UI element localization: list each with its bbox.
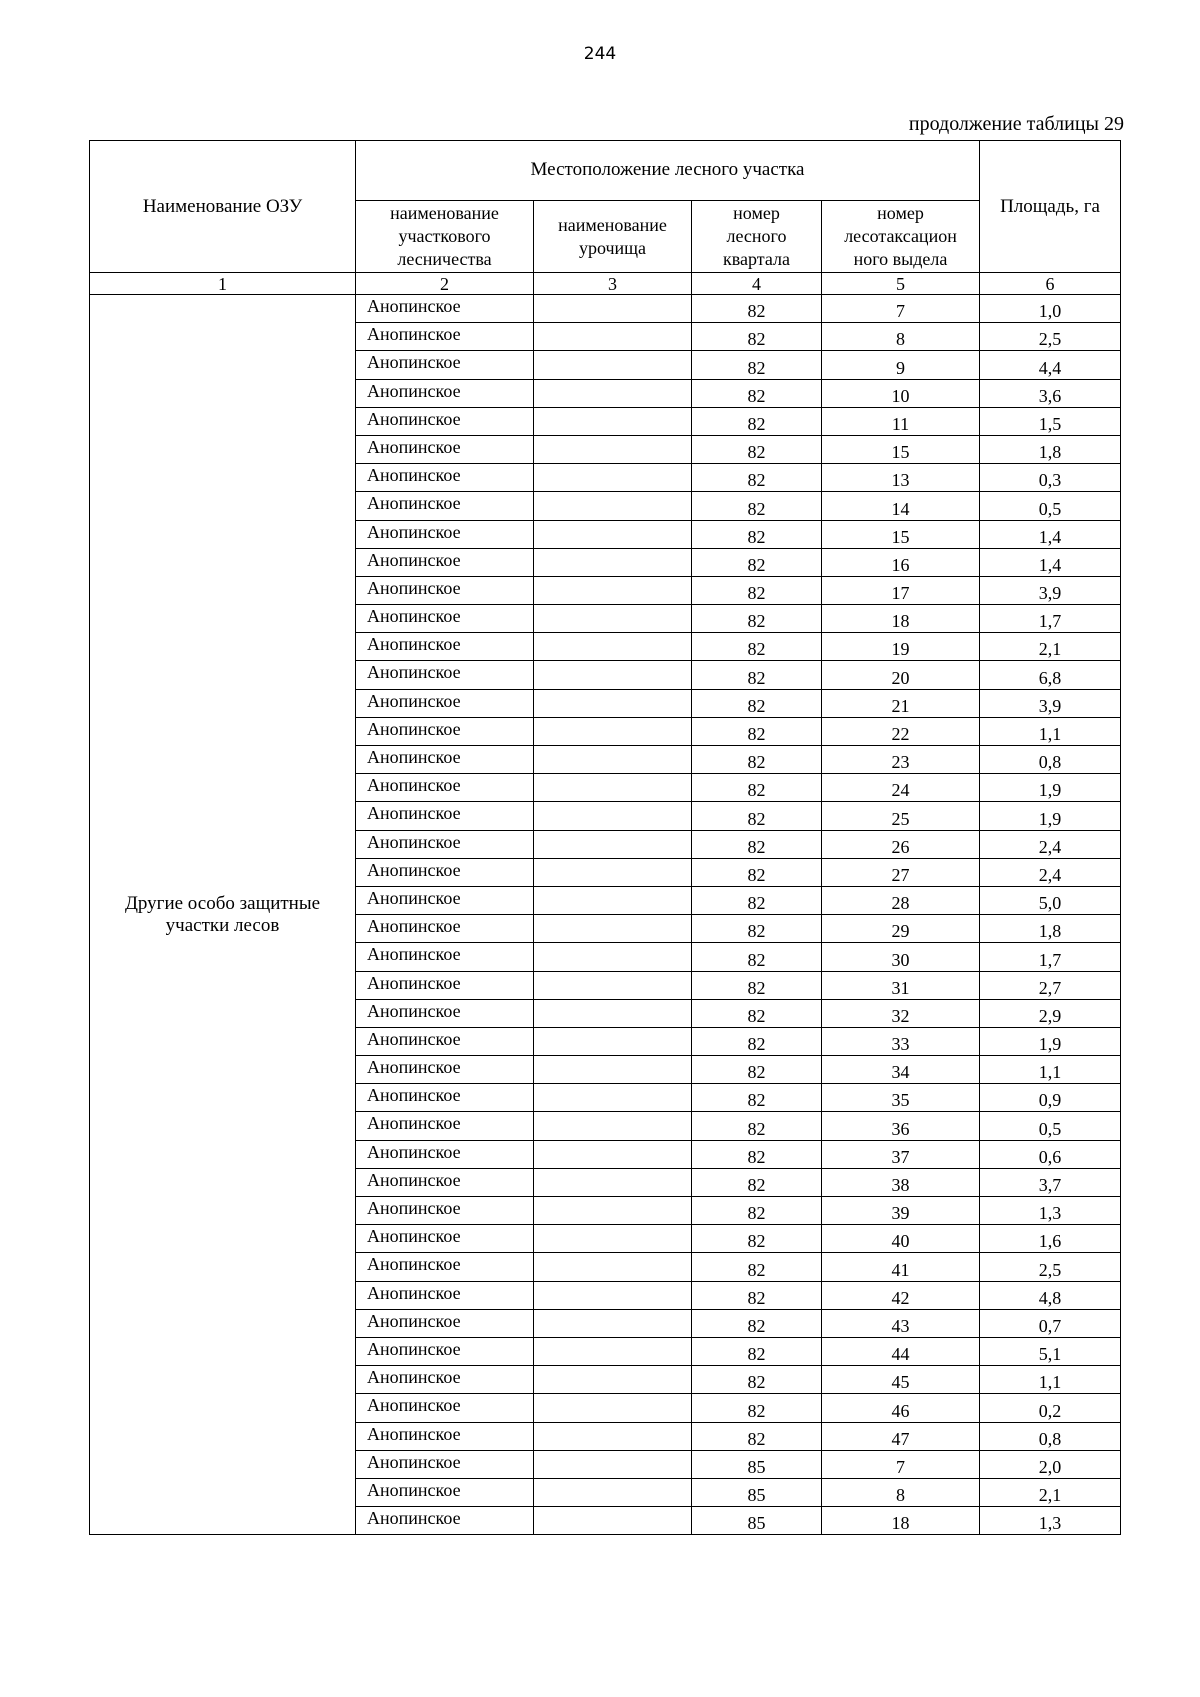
quarter-cell: 82 <box>692 1422 822 1450</box>
area-cell: 2,9 <box>980 999 1121 1027</box>
forestry-cell: Анопинское <box>356 858 534 886</box>
tract-cell <box>534 1056 692 1084</box>
forestry-cell: Анопинское <box>356 1056 534 1084</box>
quarter-cell: 82 <box>692 858 822 886</box>
allotment-cell: 13 <box>822 464 980 492</box>
quarter-cell: 82 <box>692 407 822 435</box>
forestry-cell: Анопинское <box>356 576 534 604</box>
forestry-cell: Анопинское <box>356 1281 534 1309</box>
forestry-cell: Анопинское <box>356 1366 534 1394</box>
tract-cell <box>534 802 692 830</box>
quarter-cell: 82 <box>692 1337 822 1365</box>
quarter-cell: 82 <box>692 323 822 351</box>
quarter-cell: 82 <box>692 351 822 379</box>
forestry-cell: Анопинское <box>356 886 534 914</box>
forestry-cell: Анопинское <box>356 774 534 802</box>
allotment-cell: 40 <box>822 1225 980 1253</box>
allotment-cell: 15 <box>822 520 980 548</box>
quarter-cell: 82 <box>692 1253 822 1281</box>
quarter-cell: 82 <box>692 915 822 943</box>
area-cell: 0,3 <box>980 464 1121 492</box>
tract-cell <box>534 717 692 745</box>
forestry-cell: Анопинское <box>356 323 534 351</box>
allotment-cell: 39 <box>822 1197 980 1225</box>
table-body <box>90 295 1121 1535</box>
area-cell: 2,1 <box>980 633 1121 661</box>
tract-cell <box>534 1168 692 1196</box>
quarter-cell: 82 <box>692 464 822 492</box>
area-cell: 2,5 <box>980 323 1121 351</box>
area-cell: 0,9 <box>980 1084 1121 1112</box>
tract-cell <box>534 1422 692 1450</box>
allotment-cell: 35 <box>822 1084 980 1112</box>
tract-cell <box>534 999 692 1027</box>
allotment-cell: 11 <box>822 407 980 435</box>
tract-cell <box>534 746 692 774</box>
quarter-cell: 82 <box>692 830 822 858</box>
allotment-cell: 27 <box>822 858 980 886</box>
allotment-cell: 34 <box>822 1056 980 1084</box>
tract-cell <box>534 774 692 802</box>
quarter-cell: 82 <box>692 1366 822 1394</box>
table-header <box>90 141 1121 295</box>
tract-cell <box>534 1450 692 1478</box>
quarter-cell: 82 <box>692 774 822 802</box>
quarter-cell: 82 <box>692 1168 822 1196</box>
tract-cell <box>534 1084 692 1112</box>
forestry-cell: Анопинское <box>356 1112 534 1140</box>
allotment-cell: 37 <box>822 1140 980 1168</box>
forestry-cell: Анопинское <box>356 605 534 633</box>
tract-cell <box>534 1337 692 1365</box>
allotment-cell: 46 <box>822 1394 980 1422</box>
area-cell: 1,9 <box>980 1027 1121 1055</box>
tract-cell <box>534 323 692 351</box>
header-quarter-line: квартала <box>723 249 790 269</box>
forest-plots-table <box>89 140 1121 1535</box>
forestry-cell: Анопинское <box>356 661 534 689</box>
allotment-cell: 30 <box>822 943 980 971</box>
allotment-cell: 43 <box>822 1309 980 1337</box>
allotment-cell: 7 <box>822 295 980 323</box>
header-tract-line: наименование <box>558 214 667 235</box>
area-cell: 1,7 <box>980 605 1121 633</box>
header-allotment <box>822 201 980 273</box>
area-cell: 1,9 <box>980 774 1121 802</box>
quarter-cell: 82 <box>692 1197 822 1225</box>
quarter-cell: 82 <box>692 435 822 463</box>
forestry-cell: Анопинское <box>356 802 534 830</box>
header-quarter-line: номер <box>733 203 780 223</box>
allotment-cell: 38 <box>822 1168 980 1196</box>
tract-cell <box>534 492 692 520</box>
quarter-cell: 82 <box>692 520 822 548</box>
forestry-cell: Анопинское <box>356 548 534 576</box>
quarter-cell: 82 <box>692 1056 822 1084</box>
tract-cell <box>534 915 692 943</box>
header-forestry-line: участкового <box>398 226 491 246</box>
area-cell: 1,3 <box>980 1507 1121 1535</box>
tract-cell <box>534 407 692 435</box>
allotment-cell: 17 <box>822 576 980 604</box>
allotment-cell: 8 <box>822 323 980 351</box>
forestry-cell: Анопинское <box>356 999 534 1027</box>
header-allotment-line: лесотаксацион <box>844 226 957 246</box>
allotment-cell: 25 <box>822 802 980 830</box>
forestry-cell: Анопинское <box>356 1197 534 1225</box>
tract-cell <box>534 1366 692 1394</box>
quarter-cell: 85 <box>692 1450 822 1478</box>
area-cell: 1,4 <box>980 520 1121 548</box>
tract-cell <box>534 576 692 604</box>
tract-cell <box>534 464 692 492</box>
tract-cell <box>534 1281 692 1309</box>
header-ozu-name: Наименование ОЗУ <box>90 141 356 273</box>
forestry-cell: Анопинское <box>356 464 534 492</box>
tract-cell <box>534 1112 692 1140</box>
forestry-cell: Анопинское <box>356 351 534 379</box>
allotment-cell: 29 <box>822 915 980 943</box>
column-number: 2 <box>356 273 534 295</box>
area-cell: 1,4 <box>980 548 1121 576</box>
quarter-cell: 85 <box>692 1507 822 1535</box>
quarter-cell: 82 <box>692 802 822 830</box>
tract-cell <box>534 1140 692 1168</box>
area-cell: 2,5 <box>980 1253 1121 1281</box>
allotment-cell: 42 <box>822 1281 980 1309</box>
area-cell: 3,7 <box>980 1168 1121 1196</box>
quarter-cell: 82 <box>692 661 822 689</box>
area-cell: 0,5 <box>980 492 1121 520</box>
area-cell: 1,5 <box>980 407 1121 435</box>
tract-cell <box>534 1225 692 1253</box>
area-cell: 4,8 <box>980 1281 1121 1309</box>
forestry-cell: Анопинское <box>356 830 534 858</box>
tract-cell <box>534 1478 692 1506</box>
header-tract <box>534 201 692 273</box>
forestry-cell: Анопинское <box>356 1309 534 1337</box>
allotment-cell: 8 <box>822 1478 980 1506</box>
quarter-cell: 82 <box>692 1084 822 1112</box>
allotment-cell: 33 <box>822 1027 980 1055</box>
forestry-cell: Анопинское <box>356 1027 534 1055</box>
continuation-caption: продолжение таблицы 29 <box>908 113 1124 135</box>
header-quarter <box>692 201 822 273</box>
allotment-cell: 10 <box>822 379 980 407</box>
quarter-cell: 82 <box>692 492 822 520</box>
forestry-cell: Анопинское <box>356 379 534 407</box>
allotment-cell: 26 <box>822 830 980 858</box>
area-cell: 0,2 <box>980 1394 1121 1422</box>
area-cell: 1,9 <box>980 802 1121 830</box>
header-area: Площадь, га <box>980 141 1121 273</box>
forestry-cell: Анопинское <box>356 1253 534 1281</box>
forestry-cell: Анопинское <box>356 971 534 999</box>
quarter-cell: 82 <box>692 1309 822 1337</box>
tract-cell <box>534 1027 692 1055</box>
allotment-cell: 23 <box>822 746 980 774</box>
quarter-cell: 82 <box>692 1027 822 1055</box>
header-quarter-line: лесного <box>726 226 787 246</box>
allotment-cell: 18 <box>822 1507 980 1535</box>
tract-cell <box>534 605 692 633</box>
allotment-cell: 47 <box>822 1422 980 1450</box>
quarter-cell: 82 <box>692 1140 822 1168</box>
forestry-cell: Анопинское <box>356 1084 534 1112</box>
quarter-cell: 82 <box>692 605 822 633</box>
forestry-cell: Анопинское <box>356 295 534 323</box>
area-cell: 3,6 <box>980 379 1121 407</box>
tract-cell <box>534 351 692 379</box>
tract-cell <box>534 1507 692 1535</box>
allotment-cell: 44 <box>822 1337 980 1365</box>
area-cell: 6,8 <box>980 661 1121 689</box>
area-cell: 1,0 <box>980 295 1121 323</box>
forestry-cell: Анопинское <box>356 1140 534 1168</box>
quarter-cell: 82 <box>692 1112 822 1140</box>
tract-cell <box>534 943 692 971</box>
area-cell: 1,6 <box>980 1225 1121 1253</box>
column-number: 5 <box>822 273 980 295</box>
column-number: 6 <box>980 273 1121 295</box>
area-cell: 2,7 <box>980 971 1121 999</box>
quarter-cell: 82 <box>692 886 822 914</box>
header-location-group: Местоположение лесного участка <box>356 141 980 201</box>
area-cell: 3,9 <box>980 576 1121 604</box>
area-cell: 1,8 <box>980 435 1121 463</box>
quarter-cell: 82 <box>692 379 822 407</box>
header-forestry <box>356 201 534 273</box>
ozu-name-line: Другие особо защитные <box>124 892 321 914</box>
area-cell: 1,7 <box>980 943 1121 971</box>
tract-cell <box>534 379 692 407</box>
column-numbers-row <box>90 273 1121 295</box>
quarter-cell: 82 <box>692 689 822 717</box>
allotment-cell: 28 <box>822 886 980 914</box>
quarter-cell: 82 <box>692 943 822 971</box>
column-number: 4 <box>692 273 822 295</box>
header-allotment-line: номер <box>877 203 924 223</box>
forestry-cell: Анопинское <box>356 1168 534 1196</box>
quarter-cell: 82 <box>692 999 822 1027</box>
quarter-cell: 82 <box>692 1394 822 1422</box>
area-cell: 2,1 <box>980 1478 1121 1506</box>
forestry-cell: Анопинское <box>356 1394 534 1422</box>
allotment-cell: 9 <box>822 351 980 379</box>
allotment-cell: 21 <box>822 689 980 717</box>
tract-cell <box>534 886 692 914</box>
quarter-cell: 85 <box>692 1478 822 1506</box>
allotment-cell: 14 <box>822 492 980 520</box>
quarter-cell: 82 <box>692 1225 822 1253</box>
column-number: 1 <box>90 273 356 295</box>
allotment-cell: 36 <box>822 1112 980 1140</box>
quarter-cell: 82 <box>692 633 822 661</box>
area-cell: 0,8 <box>980 746 1121 774</box>
page-number: 244 <box>583 44 617 64</box>
tract-cell <box>534 858 692 886</box>
header-forestry-line: наименование <box>390 203 499 223</box>
quarter-cell: 82 <box>692 576 822 604</box>
tract-cell <box>534 689 692 717</box>
area-cell: 1,3 <box>980 1197 1121 1225</box>
quarter-cell: 82 <box>692 1281 822 1309</box>
tract-cell <box>534 1253 692 1281</box>
allotment-cell: 15 <box>822 435 980 463</box>
quarter-cell: 82 <box>692 295 822 323</box>
forestry-cell: Анопинское <box>356 943 534 971</box>
quarter-cell: 82 <box>692 548 822 576</box>
tract-cell <box>534 971 692 999</box>
quarter-cell: 82 <box>692 746 822 774</box>
area-cell: 2,4 <box>980 858 1121 886</box>
table-row <box>90 295 1121 323</box>
allotment-cell: 45 <box>822 1366 980 1394</box>
forestry-cell: Анопинское <box>356 1337 534 1365</box>
header-forestry-line: лесничества <box>397 249 492 269</box>
area-cell: 1,1 <box>980 1056 1121 1084</box>
tract-cell <box>534 295 692 323</box>
header-tract-line: урочища <box>578 237 647 258</box>
allotment-cell: 20 <box>822 661 980 689</box>
forestry-cell: Анопинское <box>356 1225 534 1253</box>
forestry-cell: Анопинское <box>356 1478 534 1506</box>
forestry-cell: Анопинское <box>356 689 534 717</box>
allotment-cell: 18 <box>822 605 980 633</box>
allotment-cell: 22 <box>822 717 980 745</box>
allotment-cell: 32 <box>822 999 980 1027</box>
allotment-cell: 16 <box>822 548 980 576</box>
forestry-cell: Анопинское <box>356 717 534 745</box>
tract-cell <box>534 1197 692 1225</box>
area-cell: 1,1 <box>980 1366 1121 1394</box>
allotment-cell: 7 <box>822 1450 980 1478</box>
area-cell: 1,8 <box>980 915 1121 943</box>
forestry-cell: Анопинское <box>356 746 534 774</box>
ozu-name-line: участки лесов <box>165 914 280 936</box>
column-number: 3 <box>534 273 692 295</box>
tract-cell <box>534 830 692 858</box>
forestry-cell: Анопинское <box>356 1507 534 1535</box>
tract-cell <box>534 1309 692 1337</box>
area-cell: 5,1 <box>980 1337 1121 1365</box>
forestry-cell: Анопинское <box>356 915 534 943</box>
forestry-cell: Анопинское <box>356 1450 534 1478</box>
tract-cell <box>534 633 692 661</box>
tract-cell <box>534 661 692 689</box>
header-allotment-line: ного выдела <box>853 249 948 269</box>
quarter-cell: 82 <box>692 717 822 745</box>
quarter-cell: 82 <box>692 971 822 999</box>
forestry-cell: Анопинское <box>356 1422 534 1450</box>
tract-cell <box>534 520 692 548</box>
ozu-name-cell <box>90 295 356 1535</box>
area-cell: 0,6 <box>980 1140 1121 1168</box>
allotment-cell: 24 <box>822 774 980 802</box>
area-cell: 0,7 <box>980 1309 1121 1337</box>
allotment-cell: 19 <box>822 633 980 661</box>
area-cell: 3,9 <box>980 689 1121 717</box>
area-cell: 4,4 <box>980 351 1121 379</box>
forestry-cell: Анопинское <box>356 435 534 463</box>
area-cell: 2,4 <box>980 830 1121 858</box>
tract-cell <box>534 1394 692 1422</box>
forestry-cell: Анопинское <box>356 492 534 520</box>
area-cell: 2,0 <box>980 1450 1121 1478</box>
allotment-cell: 31 <box>822 971 980 999</box>
area-cell: 5,0 <box>980 886 1121 914</box>
tract-cell <box>534 435 692 463</box>
tract-cell <box>534 548 692 576</box>
area-cell: 0,5 <box>980 1112 1121 1140</box>
forestry-cell: Анопинское <box>356 633 534 661</box>
area-cell: 1,1 <box>980 717 1121 745</box>
allotment-cell: 41 <box>822 1253 980 1281</box>
area-cell: 0,8 <box>980 1422 1121 1450</box>
forestry-cell: Анопинское <box>356 520 534 548</box>
forestry-cell: Анопинское <box>356 407 534 435</box>
